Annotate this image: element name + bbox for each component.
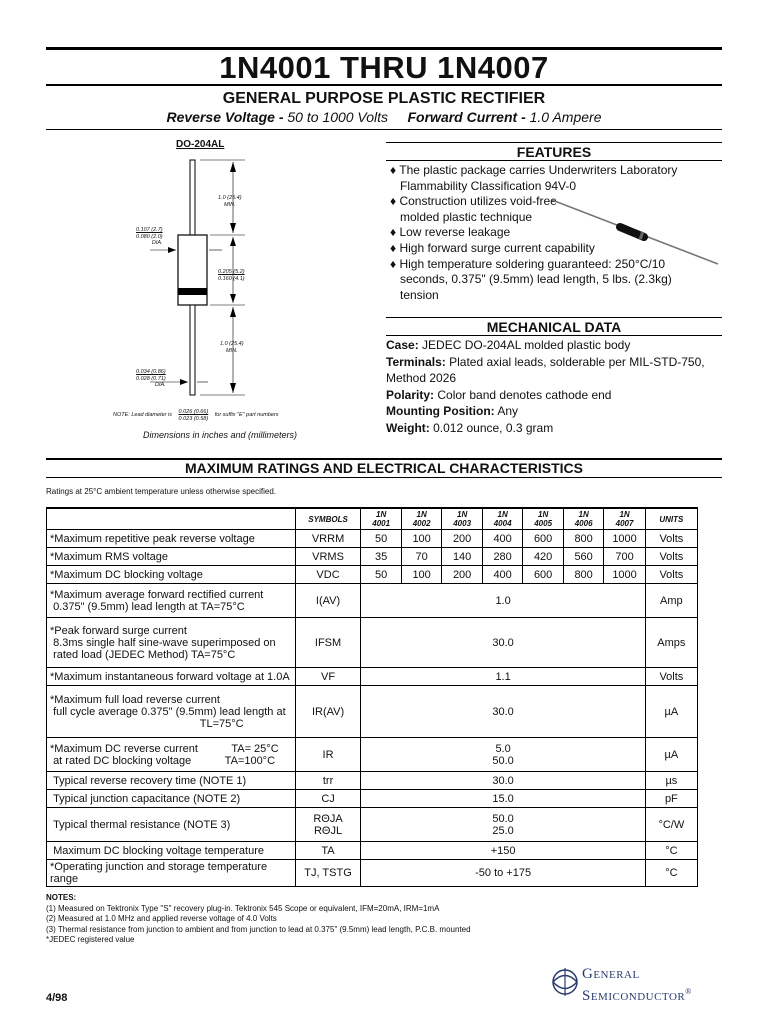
forward-current-value: 1.0 Ampere — [529, 109, 602, 125]
mech-label: Case: — [386, 338, 419, 352]
mech-polarity — [386, 387, 722, 404]
diode-photo-icon — [548, 196, 722, 268]
page-date-code: 4/98 — [46, 992, 68, 1004]
row-symbol: IR(AV) — [295, 686, 361, 738]
table-row — [47, 772, 698, 790]
feature-item: ♦ High forward surge current capability — [390, 240, 595, 255]
row-symbol: VF — [295, 668, 361, 686]
table-row — [47, 530, 698, 548]
row-unit: Volts — [645, 530, 697, 548]
column-header: 1N 4004 — [482, 508, 523, 530]
row-value: 140 — [442, 548, 483, 566]
ratings-conditions-note: Ratings at 25°C ambient temperature unless otherwise specified. — [46, 487, 276, 496]
mech-label: Terminals: — [386, 354, 446, 369]
feature-item: ♦ Low reverse leakage — [390, 225, 511, 240]
table-row — [47, 842, 698, 860]
mechanical-heading: MECHANICAL DATA — [486, 319, 622, 335]
lead-diameter-note — [113, 409, 343, 422]
mech-value: 0.012 ounce, 0.3 gram — [429, 420, 554, 435]
row-symbol: RΘJA RΘJL — [295, 808, 361, 842]
row-value: 50 — [361, 566, 401, 584]
row-description: Maximum DC blocking voltage temperature — [47, 842, 296, 860]
row-value: 400 — [482, 530, 523, 548]
row-description: *Maximum DC blocking voltage — [47, 566, 296, 584]
row-value: 30.0 — [361, 618, 645, 668]
ratings-bottom-rule — [46, 477, 722, 478]
mech-label: Weight: — [386, 420, 430, 435]
features-top-rule — [386, 142, 722, 143]
mech-label: Polarity: — [386, 387, 435, 402]
row-description: Typical thermal resistance (NOTE 3) — [47, 808, 296, 842]
row-symbol: IFSM — [295, 618, 361, 668]
row-description: *Peak forward surge current 8.3ms single half sine-wave superimposed on rated load (JEDEC Method) TA=75°C — [47, 618, 296, 668]
note-line: *JEDEC registered value — [46, 935, 135, 944]
table-row — [47, 566, 698, 584]
note-suffix: for suffix "E" part numbers — [214, 412, 279, 419]
lead-diameter-min: 0.028 (0.71) — [136, 375, 166, 382]
row-unit: °C — [645, 842, 697, 860]
row-unit: Volts — [645, 548, 697, 566]
mechanical-bottom-rule — [386, 335, 722, 336]
body-diameter-max: 0.107 (2.7) — [136, 227, 163, 233]
row-unit: µA — [645, 686, 697, 738]
table-row — [47, 686, 698, 738]
row-value: 30.0 — [361, 772, 645, 790]
note-prefix: NOTE: Lead diameter is — [113, 412, 172, 419]
row-description: *Maximum instantaneous forward voltage at 1.0A — [47, 668, 296, 686]
row-unit: Volts — [645, 668, 697, 686]
feature-item: ♦ High temperature soldering guaranteed: 250°C/10 seconds, 0.375" (9.5mm) lead length, 5 lbs. (2.3kg) tension — [390, 256, 672, 302]
lead-length-top-value: 1.0 (25.4) — [218, 195, 242, 201]
row-value: 800 — [563, 530, 604, 548]
row-unit: µs — [645, 772, 697, 790]
notes-heading: NOTES: — [46, 893, 77, 902]
lead-length-top-dim — [218, 195, 242, 208]
row-value: 1.0 — [361, 584, 645, 618]
column-header: SYMBOLS — [295, 508, 361, 530]
logo-line-1: General — [582, 966, 640, 982]
mech-label: Mounting Position: — [386, 404, 495, 418]
forward-current-label: Forward Current - — [407, 109, 526, 125]
row-unit: Amp — [645, 584, 697, 618]
column-header: 1N 4006 — [563, 508, 604, 530]
page-title: 1N4001 THRU 1N4007 — [219, 50, 549, 85]
mechanical-top-rule — [386, 317, 722, 318]
table-row — [47, 668, 698, 686]
row-unit: µA — [645, 738, 697, 772]
row-unit: Amps — [645, 618, 697, 668]
note-line: (1) Measured on Tektronix Type "S" recovery plug-in. Tektronix 545 Scope or equivalent, IFM=20mA, IRM=1mA — [46, 903, 440, 913]
note-dia-max: 0.026 (0.66) — [178, 409, 209, 415]
page-subtitle: GENERAL PURPOSE PLASTIC RECTIFIER — [222, 90, 546, 107]
lead-length-top-min: MIN. — [223, 201, 236, 208]
lead-length-bottom-dim — [220, 341, 244, 354]
note-line: (2) Measured at 1.0 MHz and applied reverse voltage of 4.0 Volts — [46, 914, 277, 923]
row-value: 700 — [604, 548, 645, 566]
row-value: 50 — [361, 530, 401, 548]
table-row — [47, 790, 698, 808]
table-row — [47, 584, 698, 618]
mech-value: Color band denotes cathode end — [434, 387, 612, 402]
lead-length-bottom-value: 1.0 (25.4) — [220, 341, 244, 347]
column-header: 1N 4005 — [523, 508, 564, 530]
table-row — [47, 860, 698, 887]
row-description: Typical junction capacitance (NOTE 2) — [47, 790, 296, 808]
row-symbol: VRRM — [295, 530, 361, 548]
column-header: UNITS — [645, 508, 697, 530]
ratings-table — [46, 507, 698, 887]
row-value: 600 — [523, 530, 564, 548]
row-description: *Maximum average forward rectified current 0.375" (9.5mm) lead length at TA=75°C — [47, 584, 296, 618]
body-length-min: 0.160 (4.1) — [218, 275, 245, 282]
row-value: 200 — [442, 530, 483, 548]
column-header: 1N 4003 — [442, 508, 483, 530]
mech-weight — [386, 420, 722, 437]
reverse-voltage-label: Reverse Voltage - — [166, 109, 284, 125]
features-heading: FEATURES — [516, 144, 592, 160]
row-value: +150 — [361, 842, 645, 860]
row-description: *Maximum repetitive peak reverse voltage — [47, 530, 296, 548]
mech-value: Any — [494, 404, 518, 418]
row-value: 280 — [482, 548, 523, 566]
row-description: *Maximum RMS voltage — [47, 548, 296, 566]
table-row — [47, 738, 698, 772]
mech-mounting — [386, 403, 722, 420]
row-value: 400 — [482, 566, 523, 584]
lead-diameter-max: 0.034 (0.86) — [136, 369, 166, 375]
mech-terminals — [386, 354, 722, 387]
row-value: 30.0 — [361, 686, 645, 738]
reverse-voltage-value: 50 to 1000 Volts — [287, 109, 389, 125]
table-row — [47, 618, 698, 668]
table-row — [47, 808, 698, 842]
subtitle-rule — [46, 129, 722, 130]
mech-value: Plated axial leads, solderable per MIL-STD-750, Method 2026 — [386, 354, 705, 385]
row-value: 560 — [563, 548, 604, 566]
row-value: 100 — [401, 530, 442, 548]
row-value: 1000 — [604, 566, 645, 584]
row-unit: °C — [645, 860, 697, 887]
mechanical-data — [386, 337, 722, 436]
row-description: Typical reverse recovery time (NOTE 1) — [47, 772, 296, 790]
table-header-row — [47, 508, 698, 530]
row-symbol: trr — [295, 772, 361, 790]
row-description: *Operating junction and storage temperature range — [47, 860, 296, 887]
body-diameter-suffix: DIA. — [151, 240, 163, 246]
notes-section — [46, 893, 471, 946]
row-value: 5.0 50.0 — [361, 738, 645, 772]
row-value: 100 — [401, 566, 442, 584]
row-symbol: IR — [295, 738, 361, 772]
rating-summary — [0, 109, 768, 125]
lead-length-bottom-min: MIN. — [225, 347, 238, 354]
package-name: DO-204AL — [176, 139, 225, 150]
mech-case — [386, 337, 722, 354]
body-diameter-dim — [136, 227, 163, 247]
row-unit: Volts — [645, 566, 697, 584]
row-value: 200 — [442, 566, 483, 584]
note-dia-min: 0.023 (0.58) — [178, 415, 209, 422]
feature-item: ♦ Construction utilizes void-free molded plastic technique — [390, 194, 557, 224]
row-value: 420 — [523, 548, 564, 566]
row-value: 15.0 — [361, 790, 645, 808]
mech-value: JEDEC DO-204AL molded plastic body — [418, 338, 631, 352]
row-unit: pF — [645, 790, 697, 808]
body-length-dim — [218, 269, 245, 282]
row-value: 1.1 — [361, 668, 645, 686]
features-bottom-rule — [386, 160, 722, 161]
row-value: 70 — [401, 548, 442, 566]
row-value: 35 — [361, 548, 401, 566]
row-symbol: I(AV) — [295, 584, 361, 618]
row-value: 600 — [523, 566, 564, 584]
dimensions-caption: Dimensions in inches and (millimeters) — [142, 430, 298, 440]
company-logo-icon — [548, 965, 582, 999]
column-header: 1N 4002 — [401, 508, 442, 530]
row-symbol: TJ, TSTG — [295, 860, 361, 887]
note-line: (3) Thermal resistance from junction to ambient and from junction to lead at 0.375" (9.5mm) lead length, P.C.B. mounted — [46, 924, 471, 934]
body-length-max: 0.205 (5.2) — [218, 269, 245, 275]
row-value: -50 to +175 — [361, 860, 645, 887]
row-unit: °C/W — [645, 808, 697, 842]
column-header: 1N 4001 — [361, 508, 401, 530]
logo-line-2: Semiconductor — [582, 988, 686, 1004]
column-header: 1N 4007 — [604, 508, 645, 530]
company-logo — [582, 966, 692, 1005]
lead-diameter-suffix: DIA. — [154, 382, 166, 388]
row-value: 50.0 25.0 — [361, 808, 645, 842]
row-value: 1000 — [604, 530, 645, 548]
row-description: *Maximum DC reverse current TA= 25°C at rated DC blocking voltage TA=100°C — [47, 738, 296, 772]
header-desc — [47, 508, 296, 530]
lead-diameter-dim — [136, 369, 166, 389]
row-description: *Maximum full load reverse current full cycle average 0.375" (9.5mm) lead length at TL=75°C — [47, 686, 296, 738]
row-value: 800 — [563, 566, 604, 584]
row-symbol: VRMS — [295, 548, 361, 566]
row-symbol: TA — [295, 842, 361, 860]
feature-item: ♦ The plastic package carries Underwriters Laboratory Flammability Classification 94V-0 — [390, 163, 678, 193]
body-diameter-min: 0.080 (2.0) — [136, 233, 163, 240]
registered-mark: ® — [685, 987, 692, 996]
table-row — [47, 548, 698, 566]
row-symbol: CJ — [295, 790, 361, 808]
row-symbol: VDC — [295, 566, 361, 584]
ratings-heading: MAXIMUM RATINGS AND ELECTRICAL CHARACTERISTICS — [185, 460, 583, 476]
